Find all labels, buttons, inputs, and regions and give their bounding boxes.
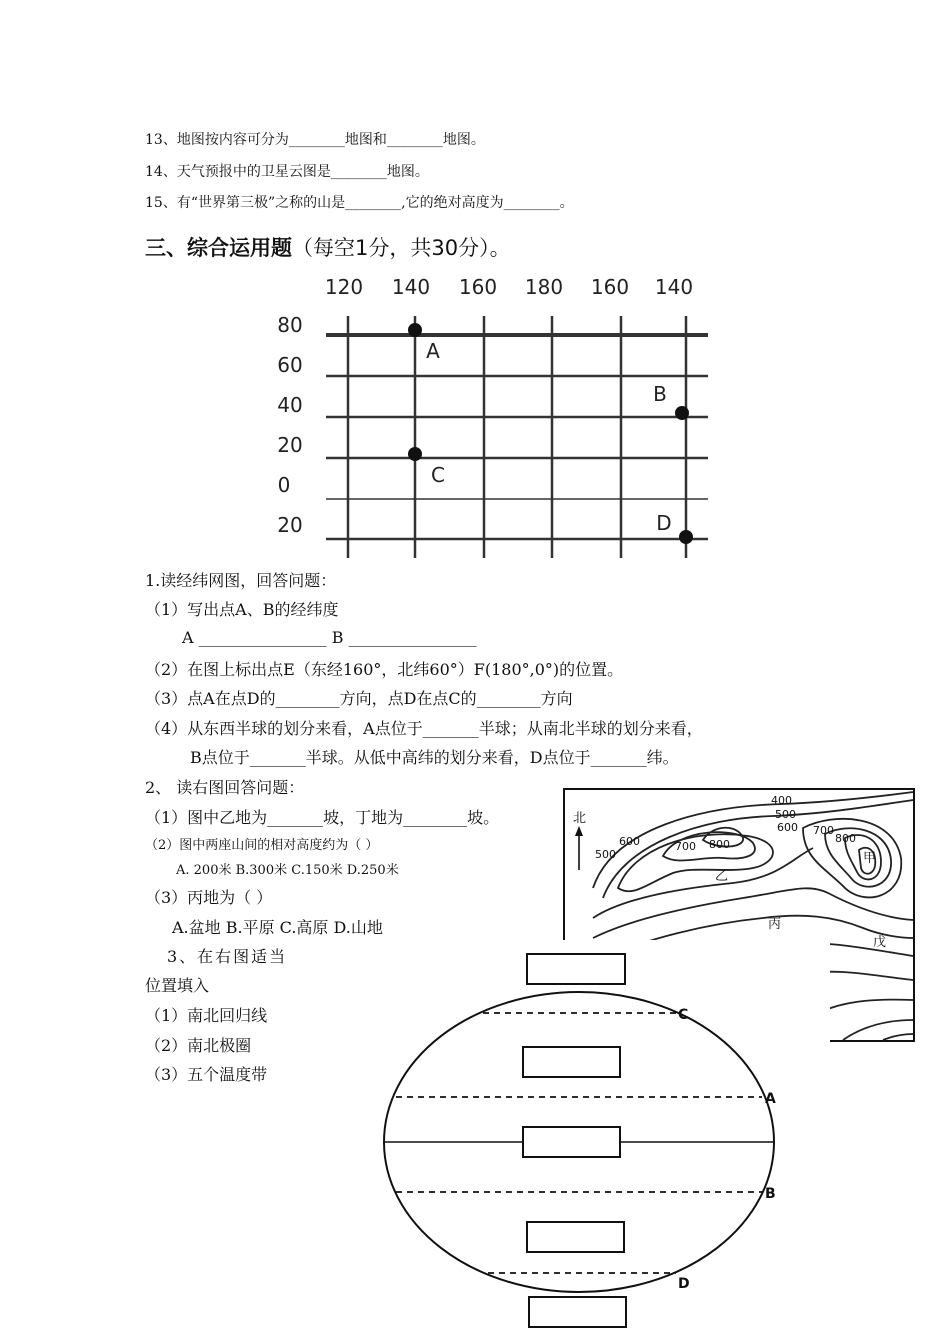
lon-label: 160 xyxy=(590,275,630,299)
q3-sub2: （2）南北极圈 xyxy=(145,1036,252,1055)
point-label-a: A xyxy=(426,339,440,363)
q2-sub3-options: A.盆地 B.平原 C.高原 D.山地 xyxy=(172,918,383,937)
globe-label-c: C xyxy=(678,1007,689,1023)
lat-label: 40 xyxy=(277,393,303,417)
place-label-wu: 戊 xyxy=(873,935,887,950)
answer-box-south-temperate[interactable] xyxy=(527,1222,624,1252)
contour-label: 800 xyxy=(709,838,730,851)
contour-label: 800 xyxy=(835,832,856,845)
place-label-jia: 甲 xyxy=(863,851,877,866)
point-b xyxy=(675,406,689,420)
section-3-title: 三、综合运用题 xyxy=(145,236,292,260)
point-label-c: C xyxy=(431,463,445,487)
point-label-b: B xyxy=(653,382,667,406)
place-label-yi: 乙 xyxy=(715,869,729,884)
q2-sub2-options: A. 200米 B.300米 C.150米 D.250米 xyxy=(176,863,399,878)
contour-label: 400 xyxy=(771,794,792,807)
lon-label: 140 xyxy=(654,275,694,299)
q3-sub1: （1）南北回归线 xyxy=(145,1006,268,1025)
answer-box-south-polar[interactable] xyxy=(529,1297,626,1327)
answer-box-north-temperate[interactable] xyxy=(523,1047,620,1077)
q3-line2: 位置填入 xyxy=(145,976,210,995)
lat-label: 80 xyxy=(277,313,303,337)
lat-label: 0 xyxy=(277,473,291,497)
question-14: 14、天气预报中的卫星云图是________地图。 xyxy=(145,164,429,180)
contour-label: 600 xyxy=(777,821,798,834)
q1-sub4a: （4）从东西半球的划分来看，A点位于_______半球；从南北半球的划分来看， xyxy=(145,719,703,738)
answer-box-tropical[interactable] xyxy=(523,1127,620,1157)
q1-sub1-blanks: A ________________ B ________________ xyxy=(182,628,477,647)
lon-label: 120 xyxy=(324,275,364,299)
lon-label: 160 xyxy=(458,275,498,299)
q2-sub1: （1）图中乙地为_______坡，丁地为________坡。 xyxy=(145,808,500,827)
point-label-d: D xyxy=(656,511,672,535)
q2-sub2: （2）图中两座山间的相对高度约为（ ） xyxy=(145,838,379,853)
lat-label: 60 xyxy=(277,353,303,377)
lon-label: 140 xyxy=(391,275,431,299)
place-label-bing: 丙 xyxy=(768,917,782,932)
point-a xyxy=(408,323,422,337)
contour-label: 500 xyxy=(775,808,796,821)
section-3-note: （每空1分，共30分）。 xyxy=(292,236,511,260)
lat-label: 20 xyxy=(277,433,303,457)
question-15: 15、有“世界第三极”之称的山是________,它的绝对高度为________。 xyxy=(145,195,574,211)
q1-sub3: （3）点A在点D的________方向，点D在点C的________方向 xyxy=(145,689,573,708)
answer-box-north-polar[interactable] xyxy=(527,954,625,984)
globe-diagram xyxy=(326,940,830,1344)
point-c xyxy=(408,447,422,461)
q3-line1: 3、在右图适当 xyxy=(167,947,288,966)
section-3-heading xyxy=(145,232,511,262)
lat-label: 20 xyxy=(277,513,303,537)
graticule-map xyxy=(270,268,720,563)
q1-sub1: （1）写出点A、B的经纬度 xyxy=(145,600,339,619)
q2-title: 2、 读右图回答问题： xyxy=(145,778,305,797)
contour-label: 500 xyxy=(595,848,616,861)
contour-label: 700 xyxy=(813,824,834,837)
q1-sub4b: B点位于_______半球。从低中高纬的划分来看，D点位于_______纬。 xyxy=(190,748,679,767)
point-d xyxy=(679,530,693,544)
q1-sub2: （2）在图上标出点E（东经160°，北纬60°）F(180°,0°)的位置。 xyxy=(145,660,624,679)
north-label: 北 xyxy=(573,811,587,826)
contour-label: 700 xyxy=(675,840,696,853)
globe-label-d: D xyxy=(678,1276,690,1292)
q1-title: 1.读经纬网图，回答问题： xyxy=(145,571,337,590)
question-13: 13、地图按内容可分为________地图和________地图。 xyxy=(145,132,485,148)
lon-label: 180 xyxy=(524,275,564,299)
globe-label-a: A xyxy=(765,1091,776,1107)
q2-sub3: （3）丙地为（ ） xyxy=(145,888,273,907)
contour-label: 600 xyxy=(619,835,640,848)
q3-sub3: （3）五个温度带 xyxy=(145,1065,268,1084)
globe-label-b: B xyxy=(765,1186,776,1202)
